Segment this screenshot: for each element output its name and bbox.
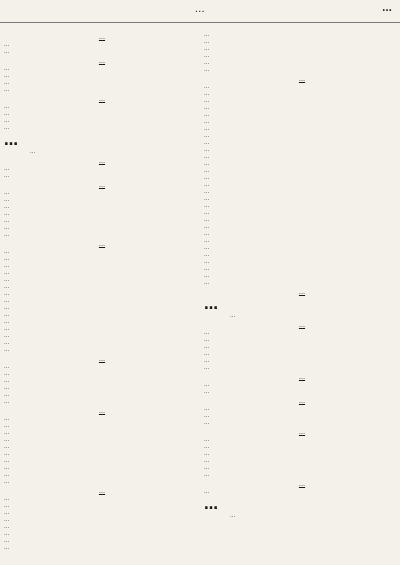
directory-entry: … xyxy=(4,118,10,124)
section-heading: … xyxy=(298,429,306,436)
directory-entry: … xyxy=(4,173,10,179)
directory-entry: … xyxy=(4,423,10,429)
section-heading: … xyxy=(98,408,106,415)
directory-entry: … xyxy=(4,496,10,502)
section-heading: … xyxy=(298,76,306,83)
directory-entry: … xyxy=(4,190,10,196)
directory-entry: … xyxy=(204,451,210,457)
directory-entry: … xyxy=(4,378,10,384)
directory-entry: … xyxy=(4,249,10,255)
section-heading: … xyxy=(298,289,306,296)
directory-entry: … xyxy=(204,105,210,111)
directory-entry: … xyxy=(4,225,10,231)
directory-entry: … xyxy=(204,140,210,146)
directory-entry: … xyxy=(204,46,210,52)
directory-entry: … xyxy=(204,126,210,132)
directory-entry: … xyxy=(4,444,10,450)
directory-entry: … xyxy=(4,416,10,422)
directory-entry: … xyxy=(204,259,210,265)
directory-entry: … xyxy=(204,91,210,97)
directory-entry: … xyxy=(4,479,10,485)
directory-entry: … xyxy=(4,277,10,283)
directory-entry: … xyxy=(4,517,10,523)
directory-entry: … xyxy=(4,392,10,398)
section-heading: … xyxy=(298,322,306,329)
section-heading: … xyxy=(98,488,106,495)
directory-entry: … xyxy=(204,444,210,450)
directory-entry: … xyxy=(4,437,10,443)
directory-entry: … xyxy=(4,263,10,269)
featured-listing xyxy=(204,297,400,320)
featured-listing xyxy=(204,497,400,520)
directory-entry: … xyxy=(4,371,10,377)
directory-entry: … xyxy=(204,413,210,419)
directory-entry: … xyxy=(4,524,10,530)
directory-entry: … xyxy=(204,273,210,279)
directory-entry: … xyxy=(204,112,210,118)
directory-entry: … xyxy=(4,270,10,276)
directory-entry: … xyxy=(204,266,210,272)
directory-entry: … xyxy=(4,166,10,172)
featured-listing-name: … xyxy=(4,133,18,149)
section-heading: … xyxy=(98,182,106,189)
page-header xyxy=(0,0,400,23)
directory-entry: … xyxy=(204,224,210,230)
directory-entry: … xyxy=(204,175,210,181)
section-heading: … xyxy=(298,481,306,488)
directory-entry: … xyxy=(204,245,210,251)
directory-entry: … xyxy=(204,238,210,244)
directory-entry: … xyxy=(4,218,10,224)
directory-entry: … xyxy=(4,340,10,346)
directory-entry: … xyxy=(204,252,210,258)
directory-entry: … xyxy=(204,196,210,202)
header-title: … xyxy=(194,4,206,15)
featured-listing-address: … xyxy=(230,313,236,319)
directory-entry: … xyxy=(204,119,210,125)
directory-entry: … xyxy=(4,211,10,217)
directory-entry: … xyxy=(4,531,10,537)
directory-entry: … xyxy=(204,406,210,412)
directory-entry: … xyxy=(204,231,210,237)
directory-entry: … xyxy=(4,305,10,311)
directory-entry: … xyxy=(4,42,10,48)
directory-entry: … xyxy=(4,125,10,131)
directory-entry: … xyxy=(4,430,10,436)
directory-entry: … xyxy=(204,154,210,160)
directory-entry: … xyxy=(204,458,210,464)
directory-entry: … xyxy=(4,319,10,325)
featured-listing xyxy=(4,133,200,156)
directory-entry: … xyxy=(204,420,210,426)
section-heading: … xyxy=(98,96,106,103)
directory-entry: … xyxy=(4,503,10,509)
featured-listing-name: … xyxy=(204,297,218,313)
directory-entry: … xyxy=(4,465,10,471)
section-heading: … xyxy=(98,241,106,248)
directory-entry: … xyxy=(204,472,210,478)
directory-entry: … xyxy=(4,333,10,339)
directory-entry: … xyxy=(204,330,210,336)
section-heading: … xyxy=(98,34,106,41)
directory-entry: … xyxy=(4,73,10,79)
directory-entry: … xyxy=(4,385,10,391)
directory-entry: … xyxy=(204,203,210,209)
section-heading: … xyxy=(98,158,106,165)
directory-entry: … xyxy=(4,326,10,332)
directory-entry: … xyxy=(204,67,210,73)
directory-entry: … xyxy=(4,451,10,457)
directory-entry: … xyxy=(204,217,210,223)
directory-entry: … xyxy=(204,189,210,195)
directory-entry: … xyxy=(204,182,210,188)
section-heading: … xyxy=(98,356,106,363)
directory-entry: … xyxy=(204,437,210,443)
directory-entry: … xyxy=(4,458,10,464)
directory-entry: … xyxy=(4,545,10,551)
section-heading: … xyxy=(98,58,106,65)
directory-entry: … xyxy=(204,465,210,471)
directory-entry: … xyxy=(4,399,10,405)
directory-entry: … xyxy=(4,66,10,72)
directory-entry: … xyxy=(4,256,10,262)
directory-entry: … xyxy=(204,32,210,38)
directory-entry: … xyxy=(204,489,210,495)
directory-entry: … xyxy=(4,298,10,304)
directory-entry: … xyxy=(4,104,10,110)
directory-entry: … xyxy=(204,337,210,343)
directory-entry: … xyxy=(4,204,10,210)
directory-entry: … xyxy=(4,232,10,238)
left-column xyxy=(4,32,200,560)
directory-entry: … xyxy=(4,538,10,544)
directory-entry: … xyxy=(204,351,210,357)
directory-entry: … xyxy=(4,312,10,318)
directory-entry: … xyxy=(204,39,210,45)
directory-entry: … xyxy=(204,147,210,153)
directory-entry: … xyxy=(204,280,210,286)
directory-entry: … xyxy=(204,53,210,59)
directory-entry: … xyxy=(4,472,10,478)
directory-entry: … xyxy=(4,510,10,516)
directory-entry: … xyxy=(4,347,10,353)
directory-entry: … xyxy=(204,358,210,364)
directory-entry: … xyxy=(204,98,210,104)
directory-entry: … xyxy=(4,291,10,297)
directory-entry: … xyxy=(204,60,210,66)
directory-entry: … xyxy=(204,161,210,167)
directory-entry: … xyxy=(4,197,10,203)
directory-entry: … xyxy=(204,365,210,371)
directory-entry: … xyxy=(204,168,210,174)
section-heading: … xyxy=(298,398,306,405)
directory-entry: … xyxy=(4,111,10,117)
page-number: … xyxy=(382,3,392,14)
directory-entry: … xyxy=(4,87,10,93)
directory-entry: … xyxy=(204,382,210,388)
directory-entry: … xyxy=(204,84,210,90)
directory-entry: … xyxy=(4,49,10,55)
section-heading: … xyxy=(298,374,306,381)
featured-listing-name: … xyxy=(204,497,218,513)
directory-entry: … xyxy=(204,210,210,216)
directory-entry: … xyxy=(4,80,10,86)
directory-entry: … xyxy=(4,284,10,290)
right-column xyxy=(204,32,400,560)
directory-entry: … xyxy=(204,344,210,350)
directory-entry: … xyxy=(204,133,210,139)
directory-entry: … xyxy=(204,389,210,395)
directory-entry: … xyxy=(4,364,10,370)
featured-listing-address: … xyxy=(230,513,236,519)
featured-listing-address: … xyxy=(30,149,36,155)
